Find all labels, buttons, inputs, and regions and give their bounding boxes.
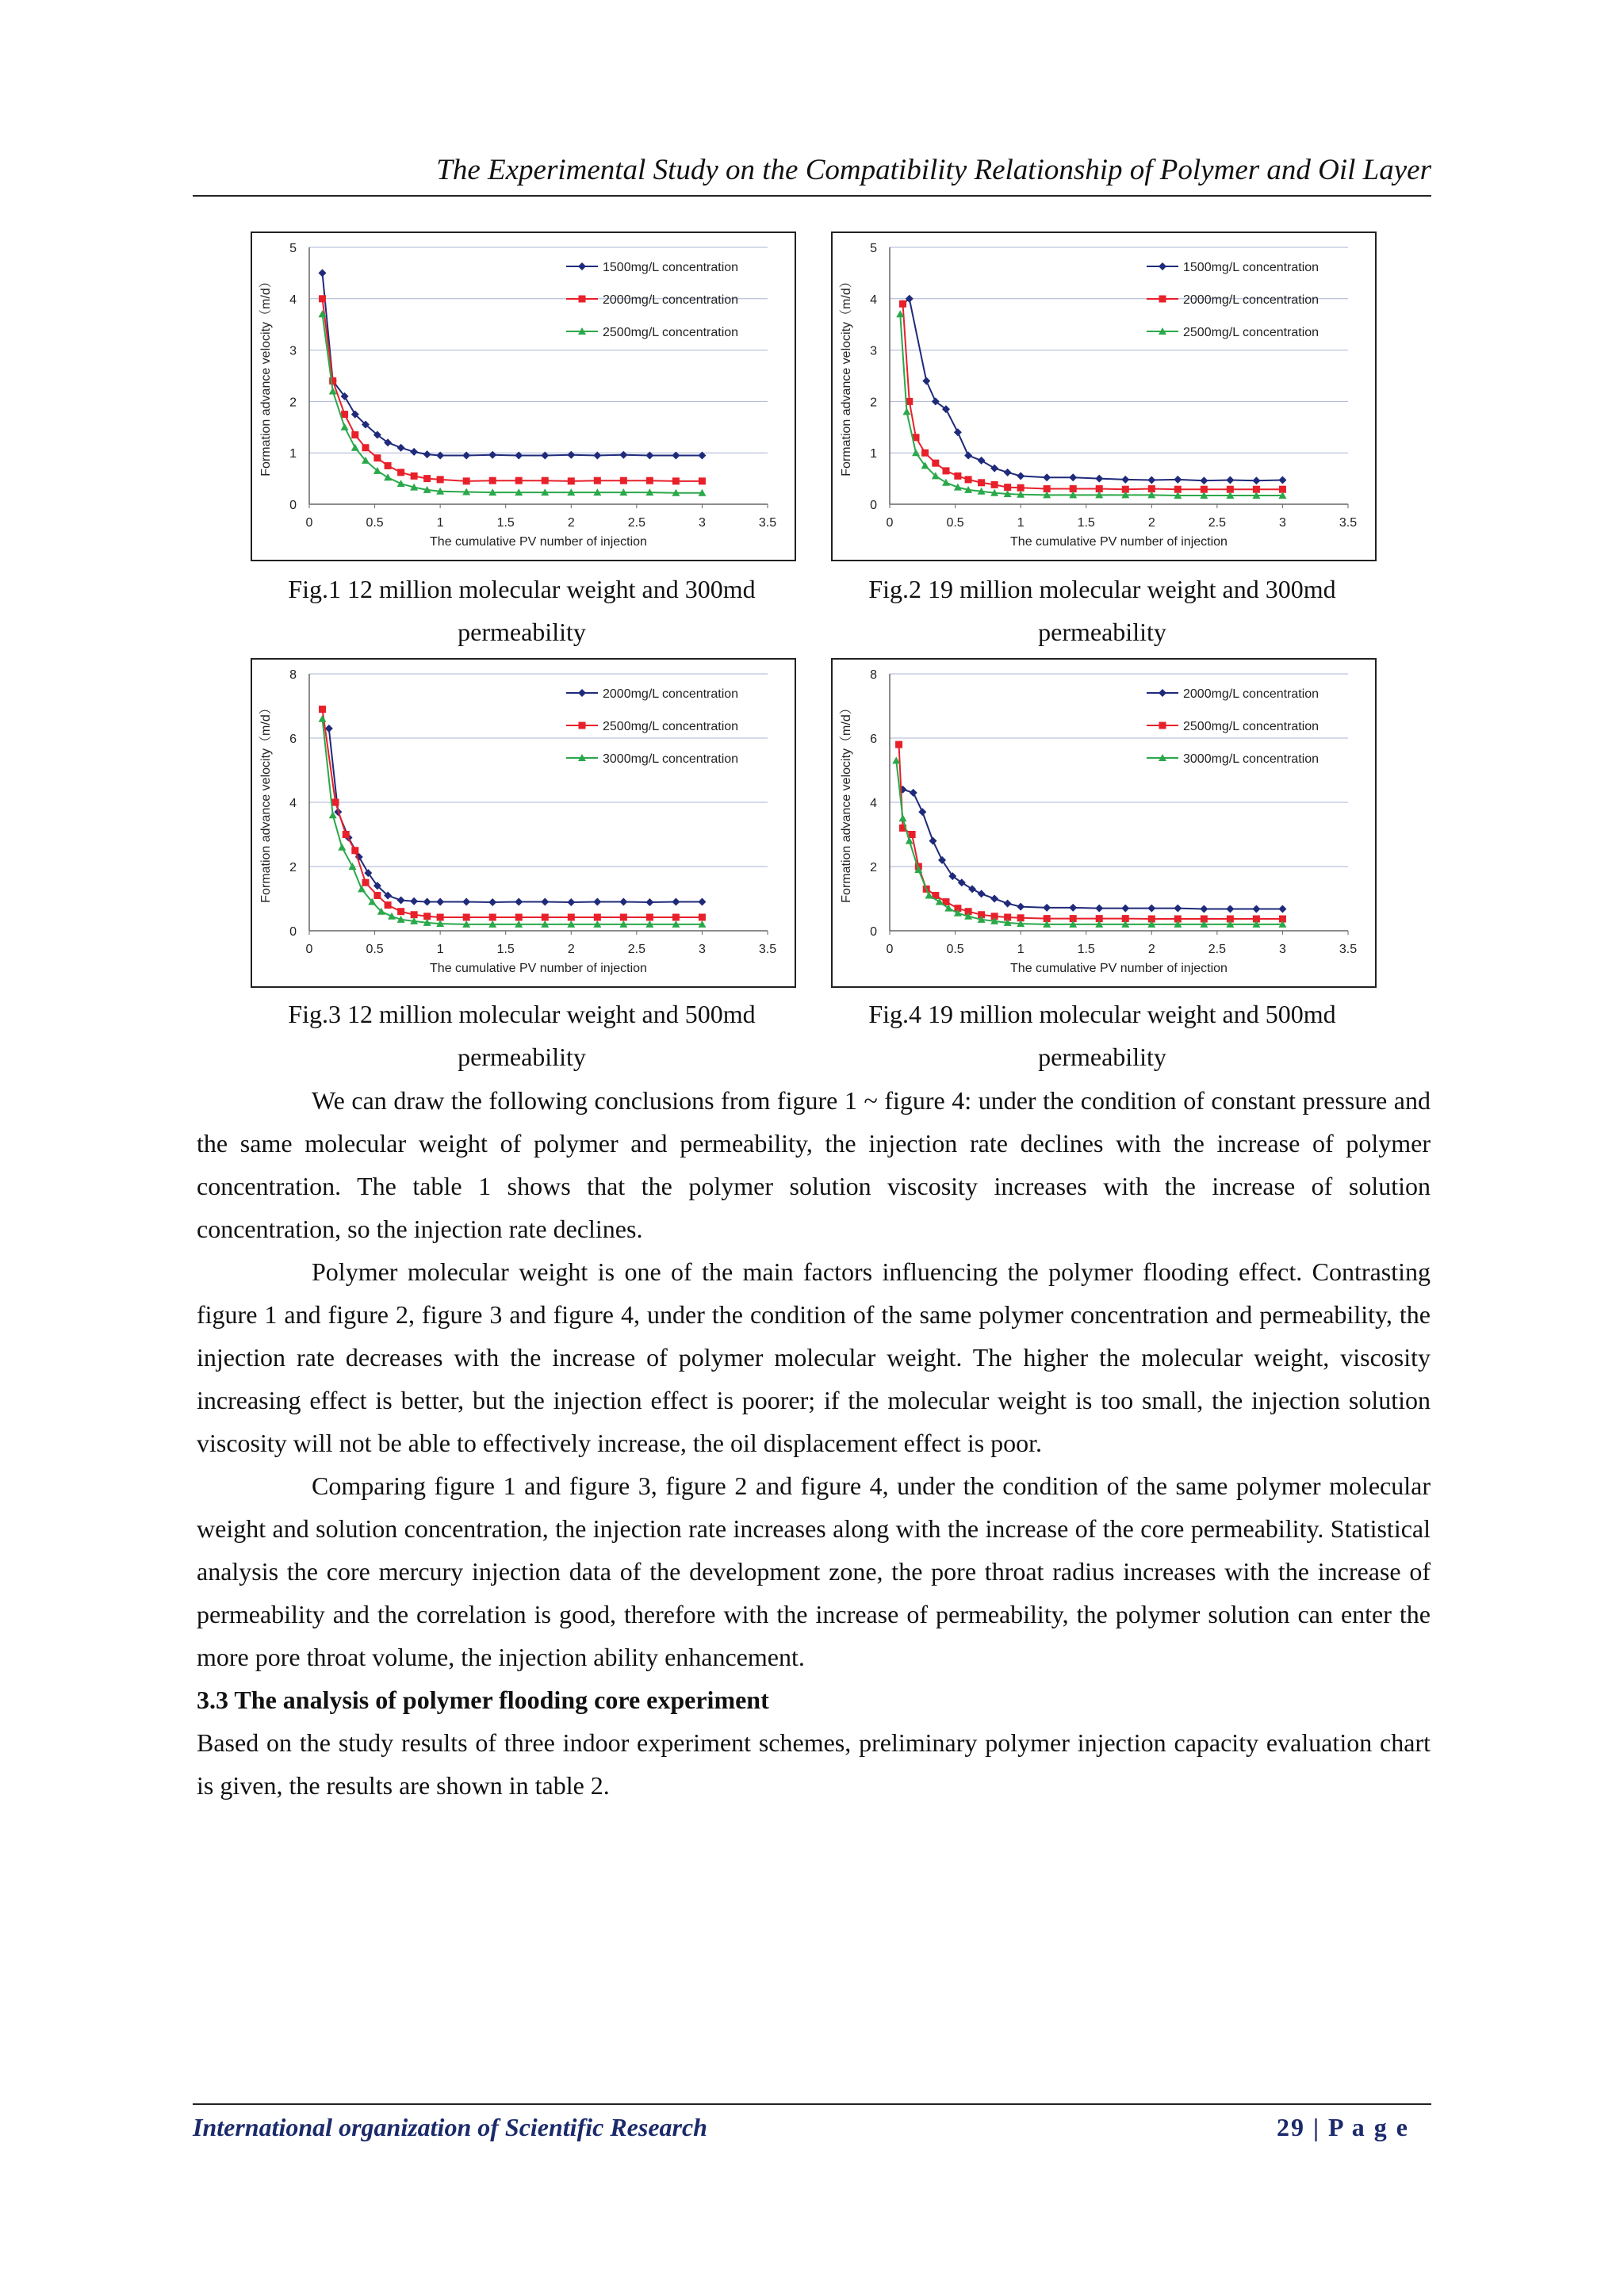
data-point <box>991 481 998 488</box>
y-axis-label: Formation advance velocity（m/d） <box>840 702 853 903</box>
data-point <box>397 908 404 915</box>
data-point <box>1017 903 1025 911</box>
data-point <box>646 477 653 484</box>
y-tick-label: 3 <box>289 344 297 358</box>
x-tick-label: 3 <box>1278 516 1286 530</box>
data-point <box>515 477 523 484</box>
caption-line: Fig.1 12 million molecular weight and 300md <box>288 575 756 603</box>
legend-entry <box>1147 752 1319 766</box>
x-tick-label: 0 <box>305 516 313 530</box>
legend-label: 2500mg/L concentration <box>1183 326 1320 339</box>
y-tick-label: 4 <box>870 293 877 307</box>
data-point <box>463 913 470 920</box>
figure-2-caption <box>818 568 1386 653</box>
journal-name: International organization of Scientific Research <box>193 2113 707 2141</box>
data-point <box>899 814 907 821</box>
data-point <box>568 477 575 484</box>
legend-label: 3000mg/L concentration <box>1183 752 1320 766</box>
y-tick-label: 4 <box>289 293 297 307</box>
x-tick-label: 2.5 <box>1208 516 1226 530</box>
figure-4 <box>831 658 1377 988</box>
data-point <box>1200 476 1208 484</box>
chart-figure-4 <box>833 660 1375 986</box>
legend-entry <box>566 261 738 274</box>
x-tick-label: 1 <box>1017 516 1025 530</box>
data-point <box>351 444 359 451</box>
data-point <box>1043 904 1051 912</box>
legend-marker <box>578 689 586 697</box>
figure-4-caption <box>818 993 1386 1078</box>
data-point <box>1095 905 1103 913</box>
series-group <box>892 756 1286 928</box>
data-point <box>990 465 998 473</box>
series-line <box>903 790 1283 909</box>
data-point <box>410 897 418 905</box>
data-point <box>385 901 392 909</box>
legend-label: 1500mg/L concentration <box>603 261 739 274</box>
data-point <box>411 473 418 480</box>
x-tick-label: 2.5 <box>627 943 645 956</box>
y-tick-label: 2 <box>870 396 877 410</box>
data-point <box>943 467 950 474</box>
data-point <box>918 808 926 816</box>
x-tick-label: 0 <box>886 943 894 956</box>
data-point <box>645 898 653 906</box>
data-point <box>1004 484 1011 491</box>
data-point <box>338 844 346 851</box>
data-point <box>319 269 327 277</box>
data-point <box>489 913 496 920</box>
data-point <box>1121 476 1129 484</box>
x-axis-label: The cumulative PV number of injection <box>430 962 647 975</box>
data-point <box>954 428 962 436</box>
x-tick-label: 3.5 <box>1339 516 1358 530</box>
legend-marker <box>579 296 586 303</box>
data-point <box>1017 472 1025 480</box>
y-axis-label: Formation advance velocity（m/d） <box>259 275 273 476</box>
data-point <box>515 898 523 906</box>
y-tick-label: 0 <box>870 925 877 939</box>
legend-entry <box>566 293 738 307</box>
data-point <box>384 473 392 480</box>
data-point <box>388 913 396 920</box>
y-tick-label: 8 <box>870 668 877 682</box>
data-point <box>332 799 339 806</box>
x-tick-label: 2 <box>567 943 575 956</box>
legend-entry <box>1147 326 1319 339</box>
y-tick-label: 5 <box>870 242 877 255</box>
section-heading: 3.3 The analysis of polymer flooding core experiment <box>197 1686 769 1714</box>
data-point <box>341 423 349 430</box>
data-point <box>922 377 930 385</box>
body-text <box>197 1079 1431 1807</box>
legend-label: 2000mg/L concentration <box>603 687 739 701</box>
legend-marker <box>1159 296 1166 303</box>
x-tick-label: 2 <box>567 516 575 530</box>
series-line <box>899 744 1283 919</box>
y-tick-label: 2 <box>870 861 877 874</box>
data-point <box>488 451 496 459</box>
x-axis-label: The cumulative PV number of injection <box>1010 962 1228 975</box>
y-tick-label: 1 <box>289 447 297 461</box>
data-point <box>1069 473 1077 481</box>
data-point <box>965 476 972 483</box>
y-tick-label: 6 <box>870 733 877 746</box>
legend-marker <box>1159 262 1166 270</box>
data-point <box>954 473 961 480</box>
legend-marker <box>579 722 586 729</box>
caption-line: permeability <box>458 1043 586 1071</box>
x-tick-label: 0 <box>886 516 894 530</box>
legend-label: 1500mg/L concentration <box>1183 261 1320 274</box>
x-tick-label: 3 <box>698 516 706 530</box>
data-point <box>351 431 358 438</box>
data-point <box>646 913 653 920</box>
data-point <box>397 897 405 905</box>
data-point <box>921 450 929 457</box>
y-tick-label: 8 <box>289 668 297 682</box>
data-point <box>397 469 404 476</box>
series-line <box>900 314 1282 496</box>
data-point <box>990 895 998 903</box>
y-axis-label: Formation advance velocity（m/d） <box>259 702 273 903</box>
x-tick-label: 1 <box>436 516 444 530</box>
x-tick-label: 2 <box>1147 943 1155 956</box>
x-tick-label: 0.5 <box>366 516 384 530</box>
figure-2 <box>831 232 1377 561</box>
data-point <box>489 477 496 484</box>
caption-line: Fig.2 19 million molecular weight and 300md <box>868 575 1336 603</box>
data-point <box>319 715 327 722</box>
data-point <box>672 898 680 906</box>
legend-entry <box>566 752 738 766</box>
x-tick-label: 1 <box>436 943 444 956</box>
chart-figure-3 <box>252 660 795 986</box>
data-point <box>410 448 418 456</box>
data-point <box>698 898 706 906</box>
series-group <box>899 786 1287 913</box>
data-point <box>373 892 381 899</box>
legend-entry <box>566 326 738 339</box>
legend-marker <box>1159 689 1166 697</box>
data-point <box>932 460 939 467</box>
data-point <box>319 295 326 302</box>
data-point <box>341 411 348 418</box>
data-point <box>351 847 358 854</box>
legend-entry <box>1147 687 1319 701</box>
x-tick-label: 0 <box>305 943 313 956</box>
data-point <box>362 444 370 451</box>
y-tick-label: 4 <box>289 797 297 810</box>
data-point <box>620 913 627 920</box>
data-point <box>978 479 985 486</box>
data-point <box>1095 475 1103 483</box>
y-tick-label: 0 <box>289 499 297 512</box>
data-point <box>619 898 627 906</box>
data-point <box>699 913 706 920</box>
x-tick-label: 0.5 <box>946 943 964 956</box>
y-tick-label: 2 <box>289 861 297 874</box>
data-point <box>1147 905 1155 913</box>
paragraph-conclusions: We can draw the following conclusions from figure 1 ~ figure 4: under the condition of constant pressure and the same molecular weight of polymer and permeability, the injection rate declines with the increase of polymer concentration. The table 1 shows that the polymer solution viscosity increases with the increase of solution concentration, so the injection rate declines. <box>197 1086 1431 1243</box>
x-tick-label: 3.5 <box>758 943 777 956</box>
figure-3 <box>251 658 796 988</box>
data-point <box>542 913 549 920</box>
data-point <box>1226 476 1234 484</box>
data-point <box>462 898 470 906</box>
y-tick-label: 0 <box>870 499 877 512</box>
chart-figure-1 <box>252 233 795 560</box>
data-point <box>423 450 431 458</box>
x-tick-label: 0.5 <box>366 943 384 956</box>
data-point <box>1004 469 1012 476</box>
x-tick-label: 1.5 <box>1077 516 1095 530</box>
data-point <box>1017 484 1025 492</box>
figure-1-caption <box>238 568 806 653</box>
x-tick-label: 0.5 <box>946 516 964 530</box>
data-point <box>699 477 706 484</box>
data-point <box>1226 905 1234 913</box>
caption-line: Fig.4 19 million molecular weight and 500md <box>868 1000 1336 1028</box>
data-point <box>373 454 381 461</box>
x-tick-label: 2.5 <box>627 516 645 530</box>
data-point <box>362 879 370 886</box>
figure-3-caption <box>238 993 806 1078</box>
data-point <box>942 479 950 486</box>
data-point <box>929 837 936 845</box>
data-point <box>423 475 431 482</box>
data-point <box>397 444 405 452</box>
y-tick-label: 6 <box>289 733 297 746</box>
data-point <box>397 480 405 487</box>
series-group <box>895 741 1286 923</box>
legend-label: 2000mg/L concentration <box>1183 687 1320 701</box>
paragraph-evaluation: Based on the study results of three indoor experiment schemes, preliminary polymer injection capacity evaluation chart is given, the results are shown in table 2. <box>197 1728 1431 1800</box>
caption-line: permeability <box>1038 1043 1166 1071</box>
paragraph-permeability: Comparing figure 1 and figure 3, figure 2 and figure 4, under the condition of the same polymer molecular weight and solution concentration, the injection rate increases along with the increase of the core permeability. Statistical analysis the core mercury injection data of the development zone, the pore throat radius increases with the increase of permeability and the correlation is good, therefore with the increase of permeability, the polymer solution can enter the more pore throat volume, the injection ability enhancement. <box>197 1471 1431 1671</box>
legend-entry <box>566 687 738 701</box>
legend-label: 2500mg/L concentration <box>603 720 739 733</box>
data-point <box>672 477 680 484</box>
x-axis-label: The cumulative PV number of injection <box>1010 535 1228 549</box>
x-tick-label: 1.5 <box>496 516 515 530</box>
data-point <box>594 913 601 920</box>
caption-line: Fig.3 12 million molecular weight and 500md <box>288 1000 756 1028</box>
x-tick-label: 3 <box>1278 943 1286 956</box>
data-point <box>1069 904 1077 912</box>
legend-marker <box>1159 722 1166 729</box>
x-tick-label: 3 <box>698 943 706 956</box>
y-tick-label: 3 <box>870 344 877 358</box>
y-tick-label: 2 <box>289 396 297 410</box>
data-point <box>515 913 523 920</box>
data-point <box>909 831 916 838</box>
legend-entry <box>566 720 738 733</box>
data-point <box>910 789 917 797</box>
legend-entry <box>1147 293 1319 307</box>
data-point <box>1043 473 1051 481</box>
legend-label: 3000mg/L concentration <box>603 752 739 766</box>
y-axis-label: Formation advance velocity（m/d） <box>840 275 853 476</box>
y-tick-label: 0 <box>289 925 297 939</box>
running-header <box>193 152 1431 197</box>
data-point <box>593 898 601 906</box>
data-point <box>541 898 549 906</box>
data-point <box>968 885 976 893</box>
data-point <box>978 890 986 897</box>
data-point <box>620 477 627 484</box>
data-point <box>319 706 326 713</box>
data-point <box>1174 476 1182 484</box>
legend-marker <box>578 262 586 270</box>
data-point <box>978 457 986 465</box>
caption-line: permeability <box>1038 618 1166 646</box>
data-point <box>1004 900 1012 908</box>
x-tick-label: 3.5 <box>1339 943 1358 956</box>
legend-entry <box>1147 261 1319 274</box>
y-tick-label: 5 <box>289 242 297 255</box>
data-point <box>437 476 444 483</box>
x-tick-label: 1.5 <box>1077 943 1095 956</box>
page-number: 29 | P a g e <box>1276 2113 1409 2141</box>
legend-label: 2500mg/L concentration <box>1183 720 1320 733</box>
data-point <box>423 898 431 906</box>
data-point <box>938 856 946 864</box>
data-point <box>385 462 392 469</box>
data-point <box>1278 476 1286 484</box>
data-point <box>1200 905 1208 913</box>
legend-label: 2000mg/L concentration <box>603 293 739 307</box>
data-point <box>488 898 496 906</box>
data-point <box>594 477 601 484</box>
caption-line: permeability <box>458 618 586 646</box>
data-point <box>1121 905 1129 913</box>
data-point <box>567 451 575 459</box>
series-group <box>899 295 1287 484</box>
data-point <box>1174 905 1182 913</box>
legend-label: 2500mg/L concentration <box>603 326 739 339</box>
data-point <box>672 913 680 920</box>
data-point <box>1252 905 1260 913</box>
page-footer <box>193 2103 1431 2145</box>
data-point <box>463 477 470 484</box>
series-line <box>896 760 1282 924</box>
data-point <box>319 310 327 317</box>
data-point <box>567 898 575 906</box>
legend-label: 2000mg/L concentration <box>1183 293 1320 307</box>
data-point <box>895 741 902 748</box>
data-point <box>436 898 444 906</box>
x-axis-label: The cumulative PV number of injection <box>430 535 647 549</box>
data-point <box>1252 476 1260 484</box>
paragraph-molecular-weight: Polymer molecular weight is one of the main factors influencing the polymer flooding effect. Contrasting figure 1 and figure 2, figure 3 and figure 4, under the condition of the same polymer concentration and permeability, the injection rate decreases with the increase of polymer molecular weight. The higher the molecular weight, viscosity increasing effect is better, but the injection effect is poorer; if the molecular weight is too small, the injection solution viscosity will not be able to effectively increase, the oil displacement effect is poor. <box>197 1257 1431 1457</box>
figure-1 <box>251 232 796 561</box>
data-point <box>542 477 549 484</box>
y-tick-label: 1 <box>870 447 877 461</box>
x-tick-label: 2 <box>1147 516 1155 530</box>
legend-entry <box>1147 720 1319 733</box>
data-point <box>1147 476 1155 484</box>
chart-figure-2 <box>833 233 1375 560</box>
x-tick-label: 2.5 <box>1208 943 1226 956</box>
x-tick-label: 1.5 <box>496 943 515 956</box>
data-point <box>902 408 910 415</box>
data-point <box>568 913 575 920</box>
running-title: The Experimental Study on the Compatibility Relationship of Polymer and Oil Layer <box>436 154 1431 186</box>
x-tick-label: 1 <box>1017 943 1025 956</box>
data-point <box>343 831 350 838</box>
y-tick-label: 4 <box>870 797 877 810</box>
data-point <box>899 300 906 308</box>
series-line <box>323 314 703 493</box>
x-tick-label: 3.5 <box>758 516 777 530</box>
data-point <box>619 451 627 459</box>
data-point <box>1278 905 1286 913</box>
